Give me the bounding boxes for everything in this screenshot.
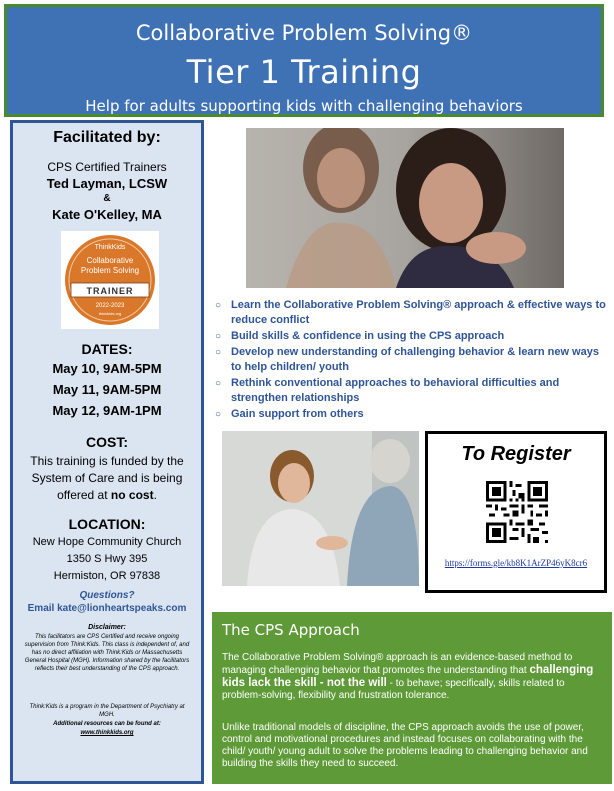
- location-line-3: Hermiston, OR 97838: [53, 570, 161, 582]
- list-item-text: Gain support from others: [231, 408, 364, 420]
- questions-label: Questions?: [79, 590, 135, 601]
- bullet-circle-icon: ○: [215, 347, 222, 358]
- registration-link[interactable]: https://forms.gle/kb8K1ArZP46yK8cr6: [444, 558, 588, 568]
- ampersand: &: [103, 193, 111, 204]
- bullet-circle-icon: ○: [215, 409, 222, 420]
- location-heading: LOCATION:: [68, 516, 146, 532]
- trainer-name-2: Kate O'Kelley, MA: [52, 207, 162, 222]
- list-item: [212, 345, 608, 375]
- photo-girl-woman-image: [246, 128, 564, 288]
- no-cost-emphasis: no cost: [110, 488, 154, 502]
- cps-p1-part-b: - to behave; specifically, skills related to problem-solving, flexibility and frustration tolerance.: [222, 678, 565, 701]
- info-sidebar: [10, 120, 204, 784]
- program-title: Collaborative Problem Solving®: [135, 21, 473, 45]
- cost-text: [13, 453, 201, 504]
- location-line-2: 1350 S Hwy 395: [66, 553, 148, 565]
- trainers-title: CPS Certified Trainers: [47, 160, 167, 174]
- date-1: May 10, 9AM-5PM: [52, 361, 162, 376]
- list-item-text: Rethink conventional approaches to behavioral difficulties and strengthen relationships: [231, 377, 560, 404]
- bullet-circle-icon: ○: [215, 300, 222, 311]
- thinkkids-trainer-badge: [61, 231, 159, 329]
- program-note: Think:Kids is a program in the Department of Psychiatry at MGH.: [29, 704, 185, 718]
- register-heading: To Register: [461, 443, 571, 465]
- list-item-text: Develop new understanding of challenging behavior & learn new ways to help children/ youth: [231, 346, 599, 373]
- cps-approach-box: [212, 612, 612, 784]
- bullet-circle-icon: ○: [215, 378, 222, 389]
- cps-paragraph-1: [222, 652, 606, 702]
- header-banner: [4, 4, 604, 117]
- badge-site: thinkkids.org: [98, 311, 122, 316]
- disclaimer-heading: Disclaimer:: [88, 624, 126, 631]
- list-item: [212, 298, 608, 328]
- cost-line-1: This training is funded by the: [30, 454, 184, 468]
- badge-brand: ThinkKids: [94, 244, 126, 251]
- boy-and-counselor-photo: [222, 431, 419, 586]
- list-item: [212, 329, 608, 344]
- cost-line-3-post: .: [153, 488, 157, 502]
- location-line-1: New Hope Community Church: [32, 536, 182, 548]
- bullet-circle-icon: ○: [215, 331, 222, 342]
- qr-code-icon[interactable]: [486, 481, 548, 543]
- cost-heading: COST:: [86, 434, 128, 450]
- facilitated-heading: Facilitated by:: [53, 129, 161, 146]
- cps-paragraph-2: Unlike traditional models of discipline, the CPS approach avoids the use of power, control and motivational procedures and instead focuses on collaborating with the child/ youth/ young adult to solve the problems leading to challenging behavior and building the skills they need to succeed.: [222, 722, 588, 769]
- badge-line1: Collaborative: [86, 256, 134, 265]
- cost-line-2: System of Care and is being: [31, 471, 183, 485]
- benefits-list: [212, 298, 608, 423]
- photo-boy-counselor-image: [222, 431, 419, 586]
- badge-ribbon: TRAINER: [86, 286, 134, 296]
- header-subtitle: Help for adults supporting kids with challenging behaviors: [85, 97, 523, 115]
- cps-key-phrase: challenging kids lack the skill - not the will: [222, 664, 594, 689]
- resources-link[interactable]: www.thinkkids.org: [80, 730, 134, 736]
- trainer-badge-icon: [61, 231, 159, 329]
- cps-heading: The CPS Approach: [222, 621, 360, 639]
- list-item-text: Learn the Collaborative Problem Solving® approach & effective ways to reduce conflict: [231, 299, 606, 326]
- disclaimer-text: This facilitators are CPS Certified and receive ongoing supervision from Think:Kids. This class is independent of, and has no direct affiliation with Think:Kids or Massachusetts General Hospital (MGH). Information shared by the facilitators reflects their best understanding of the CPS approach.: [24, 634, 190, 672]
- date-2: May 11, 9AM-5PM: [52, 382, 162, 397]
- badge-years: 2022-2023: [95, 303, 125, 309]
- list-item: [212, 407, 608, 422]
- dates-heading: DATES:: [81, 341, 133, 357]
- tier-title: Tier 1 Training: [186, 53, 422, 91]
- cost-line-3: [19, 487, 195, 504]
- girl-and-woman-photo: [246, 128, 564, 288]
- trainer-name-1: Ted Layman, LCSW: [46, 176, 168, 191]
- badge-line2: Problem Solving: [80, 266, 140, 275]
- cost-line-3-pre: offered at: [57, 488, 111, 502]
- register-box: [425, 431, 607, 593]
- list-item: [212, 376, 608, 406]
- cps-p1-part-a: The Collaborative Problem Solving® approach is an evidence-based method to managing challenging behavior that promotes the understanding that: [222, 652, 573, 676]
- resources-label: Additional resources can be found at:: [53, 721, 161, 727]
- list-item-text: Build skills & confidence in using the CPS approach: [231, 330, 505, 342]
- contact-email[interactable]: Email kate@lionheartspeaks.com: [27, 603, 187, 614]
- date-3: May 12, 9AM-1PM: [52, 403, 162, 418]
